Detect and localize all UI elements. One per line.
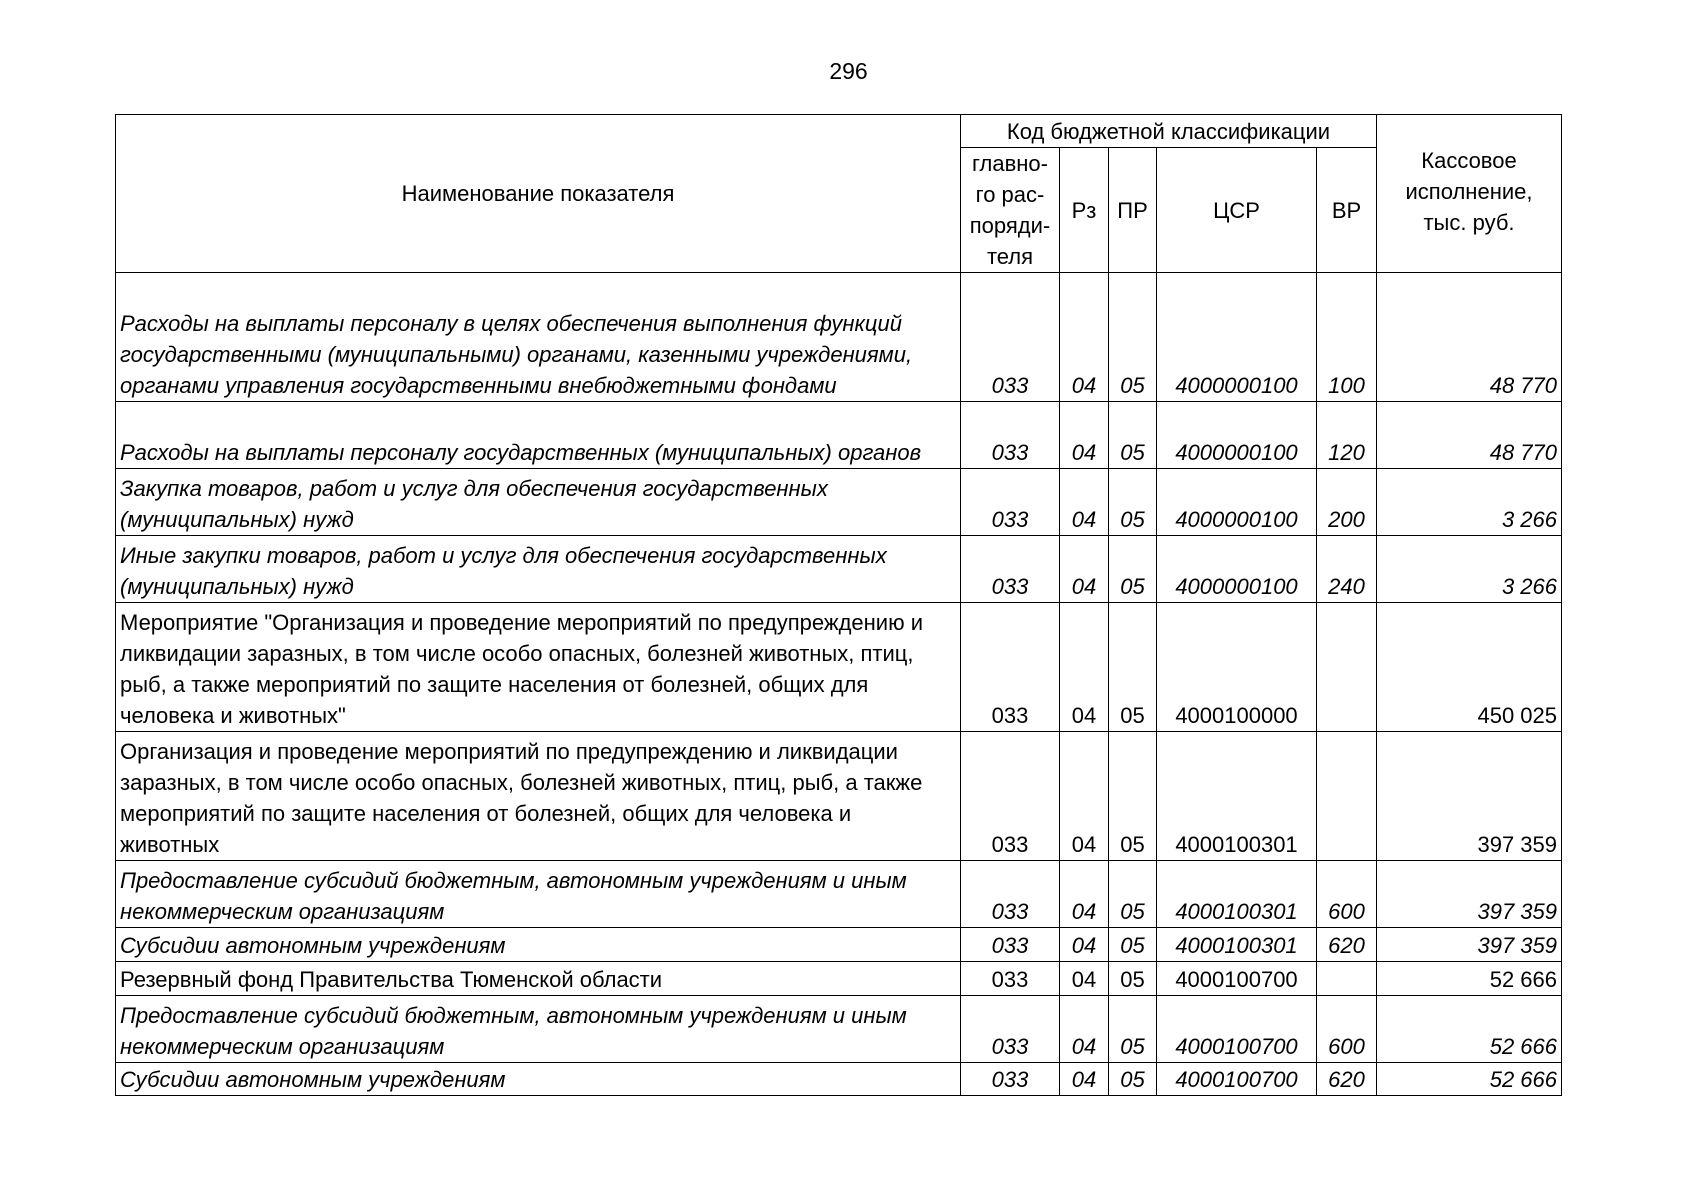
row-pr: 05: [1109, 402, 1157, 469]
row-gr: 033: [961, 1063, 1060, 1096]
row-vr: 240: [1317, 536, 1377, 603]
header-vr: ВР: [1317, 148, 1377, 273]
row-name: Закупка товаров, работ и услуг для обеспечения государственных (муниципальных) нужд: [116, 469, 961, 536]
row-csr: 4000000100: [1157, 536, 1317, 603]
row-rz: 04: [1060, 469, 1109, 536]
row-amount: 48 770: [1377, 402, 1562, 469]
row-vr: 200: [1317, 469, 1377, 536]
row-csr: 4000100301: [1157, 928, 1317, 962]
table-row: [116, 1063, 1562, 1096]
row-pr: 05: [1109, 536, 1157, 603]
row-gr: 033: [961, 402, 1060, 469]
row-vr: 620: [1317, 1063, 1377, 1096]
table-row: [116, 536, 1562, 603]
row-amount: 52 666: [1377, 1063, 1562, 1096]
row-rz: 04: [1060, 962, 1109, 996]
header-csr: ЦСР: [1157, 148, 1317, 273]
table-header: [116, 115, 1562, 273]
row-name: Резервный фонд Правительства Тюменской области: [116, 962, 961, 996]
row-rz: 04: [1060, 603, 1109, 732]
row-pr: 05: [1109, 273, 1157, 402]
row-rz: 04: [1060, 928, 1109, 962]
header-pr: ПР: [1109, 148, 1157, 273]
row-name: Предоставление субсидий бюджетным, автономным учреждениям и иным некоммерческим организациям: [116, 996, 961, 1063]
row-pr: 05: [1109, 861, 1157, 928]
row-amount: 48 770: [1377, 273, 1562, 402]
row-csr: 4000100000: [1157, 603, 1317, 732]
row-vr: [1317, 603, 1377, 732]
row-vr: 120: [1317, 402, 1377, 469]
row-rz: 04: [1060, 402, 1109, 469]
row-pr: 05: [1109, 1063, 1157, 1096]
row-gr: 033: [961, 273, 1060, 402]
row-name: Мероприятие "Организация и проведение мероприятий по предупреждению и ликвидации заразных, в том числе особо опасных, болезней животных, птиц, рыб, а также мероприятий по защите населения от болезней, общих для человека и животных": [116, 603, 961, 732]
row-rz: 04: [1060, 732, 1109, 861]
row-amount: 3 266: [1377, 469, 1562, 536]
row-gr: 033: [961, 928, 1060, 962]
table-row: [116, 928, 1562, 962]
row-pr: 05: [1109, 996, 1157, 1063]
row-pr: 05: [1109, 928, 1157, 962]
table-row: [116, 603, 1562, 732]
row-csr: 4000000100: [1157, 469, 1317, 536]
row-gr: 033: [961, 962, 1060, 996]
table-row: [116, 732, 1562, 861]
row-amount: 52 666: [1377, 996, 1562, 1063]
table-row: [116, 402, 1562, 469]
row-csr: 4000100700: [1157, 1063, 1317, 1096]
header-amount: Кассовое исполнение, тыс. руб.: [1377, 115, 1562, 273]
row-csr: 4000000100: [1157, 402, 1317, 469]
table-row: [116, 861, 1562, 928]
row-name: Организация и проведение мероприятий по предупреждению и ликвидации заразных, в том числе особо опасных, болезней животных, птиц, рыб, а также мероприятий по защите населения от болезней, общих для человека и животных: [116, 732, 961, 861]
row-rz: 04: [1060, 861, 1109, 928]
header-code-group: Код бюджетной классификации: [961, 115, 1377, 148]
row-rz: 04: [1060, 273, 1109, 402]
header-name: Наименование показателя: [116, 115, 961, 273]
row-amount: 397 359: [1377, 732, 1562, 861]
row-amount: 397 359: [1377, 861, 1562, 928]
row-csr: 4000100700: [1157, 962, 1317, 996]
row-vr: [1317, 732, 1377, 861]
row-csr: 4000000100: [1157, 273, 1317, 402]
row-rz: 04: [1060, 996, 1109, 1063]
row-vr: 100: [1317, 273, 1377, 402]
header-gr: главно-го рас-поряди-теля: [961, 148, 1060, 273]
table-row: [116, 996, 1562, 1063]
row-gr: 033: [961, 996, 1060, 1063]
row-gr: 033: [961, 732, 1060, 861]
row-amount: 397 359: [1377, 928, 1562, 962]
row-name: Иные закупки товаров, работ и услуг для обеспечения государственных (муниципальных) нужд: [116, 536, 961, 603]
row-name: Субсидии автономным учреждениям: [116, 928, 961, 962]
row-vr: 620: [1317, 928, 1377, 962]
row-pr: 05: [1109, 962, 1157, 996]
row-name: Предоставление субсидий бюджетным, автономным учреждениям и иным некоммерческим организациям: [116, 861, 961, 928]
row-gr: 033: [961, 469, 1060, 536]
row-amount: 450 025: [1377, 603, 1562, 732]
table-row: [116, 469, 1562, 536]
table-row: [116, 962, 1562, 996]
row-gr: 033: [961, 536, 1060, 603]
row-name: Субсидии автономным учреждениям: [116, 1063, 961, 1096]
row-csr: 4000100700: [1157, 996, 1317, 1063]
row-pr: 05: [1109, 469, 1157, 536]
budget-execution-table: [115, 114, 1562, 1096]
row-name: Расходы на выплаты персоналу государственных (муниципальных) органов: [116, 402, 961, 469]
page-number: 296: [829, 58, 868, 84]
row-amount: 3 266: [1377, 536, 1562, 603]
row-csr: 4000100301: [1157, 861, 1317, 928]
row-vr: 600: [1317, 861, 1377, 928]
table-body: [116, 273, 1562, 1096]
row-pr: 05: [1109, 603, 1157, 732]
row-vr: 600: [1317, 996, 1377, 1063]
header-rz: Рз: [1060, 148, 1109, 273]
row-vr: [1317, 962, 1377, 996]
row-rz: 04: [1060, 536, 1109, 603]
row-name: Расходы на выплаты персоналу в целях обеспечения выполнения функций государственными (муниципальными) органами, казенными учреждениями, органами управления государственными внебюджетными фондами: [116, 273, 961, 402]
row-csr: 4000100301: [1157, 732, 1317, 861]
row-gr: 033: [961, 603, 1060, 732]
row-amount: 52 666: [1377, 962, 1562, 996]
row-gr: 033: [961, 861, 1060, 928]
row-rz: 04: [1060, 1063, 1109, 1096]
row-pr: 05: [1109, 732, 1157, 861]
table-row: [116, 273, 1562, 402]
